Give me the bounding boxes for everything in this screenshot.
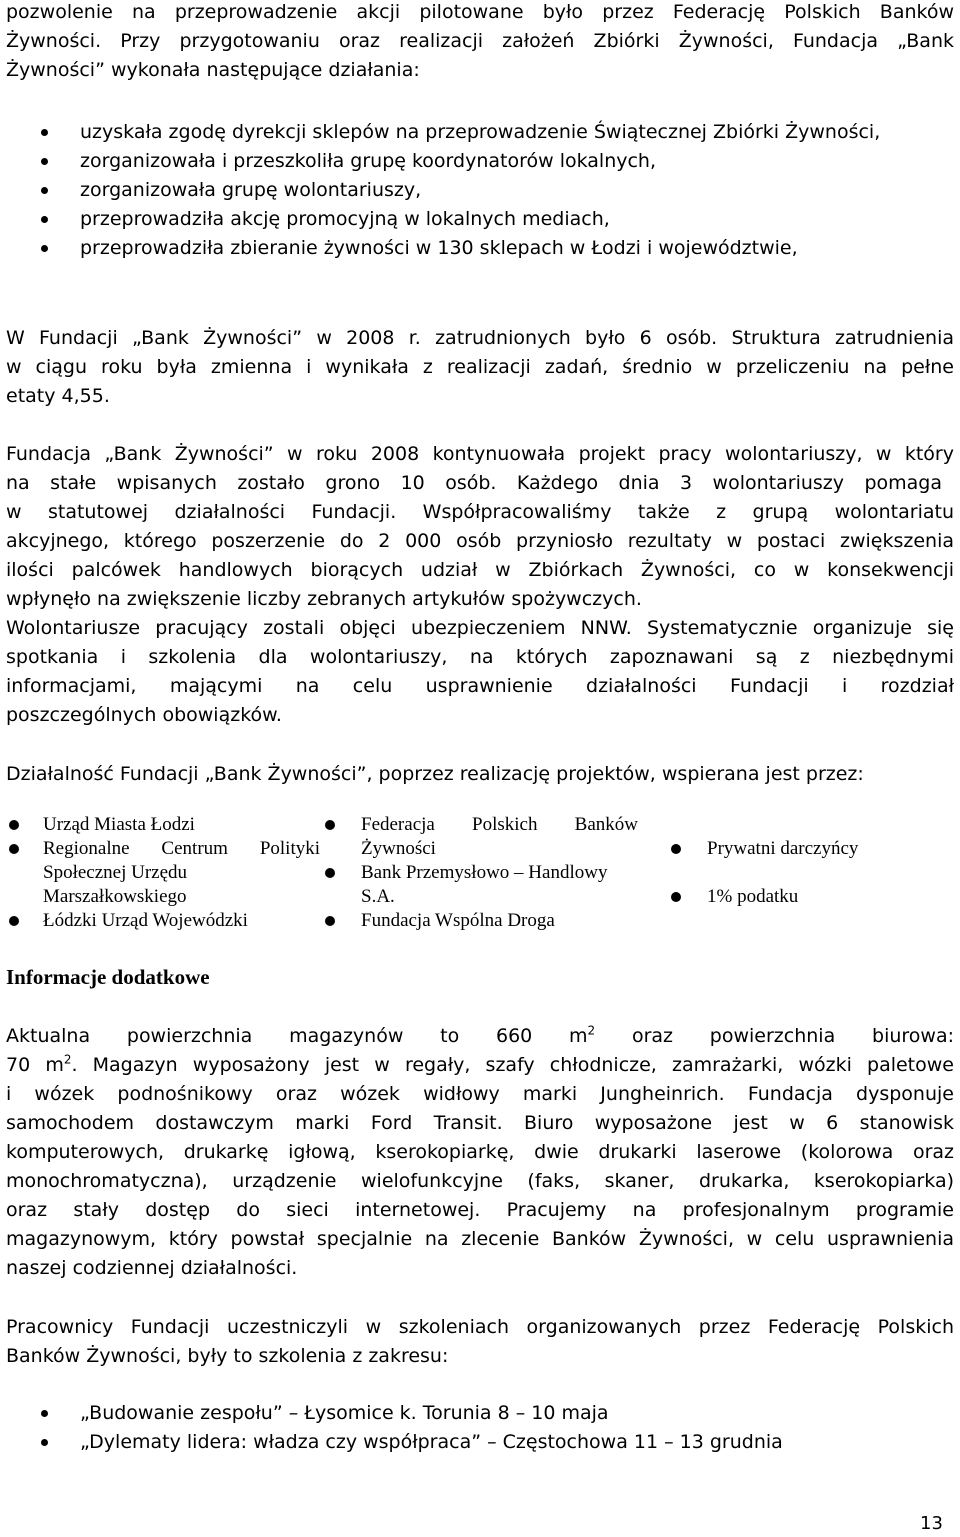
employment-line-3: etaty 4,55.	[6, 385, 110, 407]
bullet-icon	[325, 820, 335, 830]
section-heading: Informacje dodatkowe	[6, 965, 210, 989]
volunteer-line: wpłynęło na zwiększenie liczby zebranych artykułów spożywczych.	[6, 588, 642, 610]
supporter-item: 1% podatku	[707, 886, 799, 907]
volunteer-line: akcyjnego, którego poszerzenie do 2 000 osób przyniosło rezultaty w postaci zwiększenia	[6, 530, 954, 552]
bullet-icon	[41, 1410, 48, 1417]
supporter-item: S.A.	[361, 886, 395, 907]
bullet-icon	[41, 245, 48, 252]
bullet-icon	[325, 868, 335, 878]
additional-line: samochodem dostawczym marki Ford Transit. Biuro wyposażone jest w 6 stanowisk	[6, 1112, 954, 1134]
volunteer-line: na stałe wpisanych zostało grono 10 osób. Każdego dnia 3 wolontariuszy pomaga	[6, 472, 942, 494]
intro-line-3: Żywności” wykonała następujące działania:	[6, 59, 420, 81]
training-item: „Budowanie zespołu” – Łysomice k. Torunia 8 – 10 maja	[80, 1402, 609, 1424]
bullet-icon	[41, 1439, 48, 1446]
bullet-icon	[41, 216, 48, 223]
supporter-item: Regionalne Centrum Polityki	[43, 838, 320, 859]
supporter-item: Fundacja Wspólna Droga	[361, 910, 555, 931]
additional-line-2	[6, 1053, 954, 1077]
additional-text: 70 m	[6, 1054, 64, 1076]
bullet-icon	[41, 129, 48, 136]
additional-text: . Magazyn wyposażony jest w regały, szafy chłodnicze, zamrażarki, wózki paletowe	[71, 1054, 954, 1076]
supporter-item: Prywatni darczyńcy	[707, 838, 859, 859]
volunteer-line: spotkania i szkolenia dla wolontariuszy, na których zapoznawani są z niezbędnymi	[6, 646, 954, 668]
action-item: przeprowadziła akcję promocyjną w lokalnych mediach,	[80, 208, 610, 230]
page-number: 13	[920, 1513, 943, 1534]
action-item: uzyskała zgodę dyrekcji sklepów na przeprowadzenie Świątecznej Zbiórki Żywności,	[80, 121, 881, 143]
additional-line: magazynowym, który powstał specjalnie na zlecenie Banków Żywności, w celu usprawnienia	[6, 1228, 954, 1250]
action-item: zorganizowała grupę wolontariuszy,	[80, 179, 422, 201]
bullet-icon	[9, 844, 19, 854]
bullet-icon	[41, 158, 48, 165]
training-line-2: Banków Żywności, były to szkolenia z zakresu:	[6, 1345, 449, 1367]
volunteer-line: informacjami, mającymi na celu usprawnienie działalności Fundacji i rozdział	[6, 675, 954, 697]
volunteer-line: Fundacja „Bank Żywności” w roku 2008 kontynuowała projekt pracy wolontariuszy, w który	[6, 443, 954, 465]
supporter-item: Urząd Miasta Łodzi	[43, 814, 195, 835]
employment-line-2: w ciągu roku była zmienna i wynikała z realizacji zadań, średnio w przeliczeniu na pełne	[6, 356, 954, 378]
volunteer-line: poszczególnych obowiązków.	[6, 704, 282, 726]
volunteer-line: ilości palcówek handlowych biorących udział w Zbiórkach Żywności, co w konsekwencji	[6, 559, 954, 581]
additional-line: oraz stały dostęp do sieci internetowej. Pracujemy na profesjonalnym programie	[6, 1199, 954, 1221]
supporter-item: Żywności	[361, 838, 436, 859]
volunteer-line: Wolontariusze pracujący zostali objęci ubezpieczeniem NNW. Systematycznie organizuje się	[6, 617, 954, 639]
bullet-icon	[325, 916, 335, 926]
supporter-item: Społecznej Urzędu	[43, 862, 188, 883]
bullet-icon	[671, 892, 681, 902]
additional-text: Aktualna powierzchnia magazynów to 660 m	[6, 1025, 588, 1047]
additional-line-1	[6, 1024, 954, 1048]
additional-line: naszej codziennej działalności.	[6, 1257, 298, 1279]
employment-line-1: W Fundacji „Bank Żywności” w 2008 r. zatrudnionych było 6 osób. Struktura zatrudnienia	[6, 327, 954, 349]
additional-line: komputerowych, drukarkę igłową, kserokopiarkę, dwie drukarki laserowe (kolorowa oraz	[6, 1141, 954, 1163]
training-line-1: Pracownicy Fundacji uczestniczyli w szkoleniach organizowanych przez Federację Polskich	[6, 1316, 954, 1338]
intro-line-2: Żywności. Przy przygotowaniu oraz realizacji założeń Zbiórki Żywności, Fundacja „Bank	[6, 30, 954, 52]
supporter-item: Łódzki Urząd Wojewódzki	[43, 910, 248, 931]
additional-text: oraz powierzchnia biurowa:	[595, 1025, 954, 1047]
supporter-item: Marszałkowskiego	[43, 886, 187, 907]
action-item: zorganizowała i przeszkoliła grupę koordynatorów lokalnych,	[80, 150, 657, 172]
bullet-icon	[41, 187, 48, 194]
bullet-icon	[9, 820, 19, 830]
superscript: 2	[63, 1052, 72, 1067]
support-intro: Działalność Fundacji „Bank Żywności”, poprzez realizację projektów, wspierana jest przez:	[6, 763, 864, 785]
supporter-item: Federacja Polskich Banków	[361, 814, 638, 835]
additional-line: i wózek podnośnikowy oraz wózek widłowy marki Jungheinrich. Fundacja dysponuje	[6, 1083, 954, 1105]
intro-line-1: pozwolenie na przeprowadzenie akcji pilotowane było przez Federację Polskich Banków	[6, 1, 954, 23]
training-item: „Dylematy lidera: władza czy współpraca” – Częstochowa 11 – 13 grudnia	[80, 1431, 783, 1453]
supporter-item: Bank Przemysłowo – Handlowy	[361, 862, 608, 883]
action-item: przeprowadziła zbieranie żywności w 130 sklepach w Łodzi i województwie,	[80, 237, 798, 259]
bullet-icon	[9, 916, 19, 926]
volunteer-line: w statutowej działalności Fundacji. Współpracowaliśmy także z grupą wolontariatu	[6, 501, 954, 523]
superscript: 2	[587, 1023, 596, 1038]
additional-line: monochromatyczna), urządzenie wielofunkcyjne (faks, skaner, drukarka, kserokopiarka)	[6, 1170, 954, 1192]
bullet-icon	[671, 844, 681, 854]
